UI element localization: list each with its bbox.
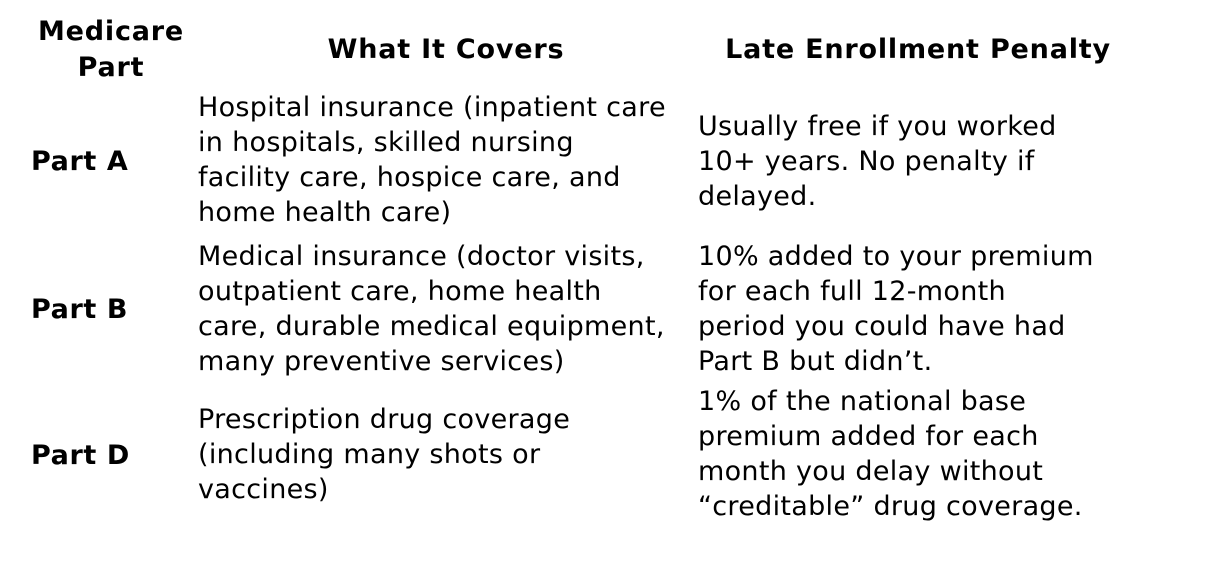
row-part-a-label: Part A [31,146,129,177]
part-d-penalty-line-4: “creditable” drug coverage. [698,491,1083,522]
part-b-penalty-line-1: 10% added to your premium [698,241,1094,272]
part-a-covers-line-1: Hospital insurance (inpatient care [198,92,666,123]
header-late-enrollment-penalty: Late Enrollment Penalty [725,34,1111,65]
part-b-covers-line-1: Medical insurance (doctor visits, [198,241,645,272]
row-part-b-penalty [698,239,1094,379]
part-a-covers-line-4: home health care) [198,197,452,228]
part-b-penalty-line-3: period you could have had [698,311,1066,342]
part-b-covers-line-2: outpatient care, home health [198,276,602,307]
header-what-it-covers: What It Covers [327,34,565,65]
row-part-d-label: Part D [31,440,130,471]
row-part-b-label: Part B [31,294,129,325]
header-medicare-part [28,14,194,86]
part-d-penalty-line-1: 1% of the national base [698,386,1027,417]
part-a-penalty-line-3: delayed. [698,181,817,212]
part-b-penalty-line-2: for each full 12-month [698,276,1006,307]
row-part-b-covers [198,239,665,379]
row-part-d-covers [198,402,570,507]
row-part-d-penalty [698,384,1083,524]
row-part-a-penalty [698,109,1057,214]
part-a-penalty-line-1: Usually free if you worked [698,111,1057,142]
row-part-a-covers [198,90,666,230]
part-d-penalty-line-3: month you delay without [698,456,1044,487]
part-b-covers-line-3: care, durable medical equipment, [198,311,665,342]
part-b-covers-line-4: many preventive services) [198,346,565,377]
part-d-covers-line-2: (including many shots or [198,439,541,470]
part-a-covers-line-3: facility care, hospice care, and [198,162,621,193]
part-d-covers-line-1: Prescription drug coverage [198,404,571,435]
part-d-covers-line-3: vaccines) [198,474,329,505]
header-medicare-part-line-1: Medicare [37,16,184,47]
part-a-penalty-line-2: 10+ years. No penalty if [698,146,1035,177]
header-medicare-part-line-2: Part [77,52,145,83]
part-d-penalty-line-2: premium added for each [698,421,1039,452]
part-a-covers-line-2: in hospitals, skilled nursing [198,127,574,158]
part-b-penalty-line-4: Part B but didn’t. [698,346,933,377]
